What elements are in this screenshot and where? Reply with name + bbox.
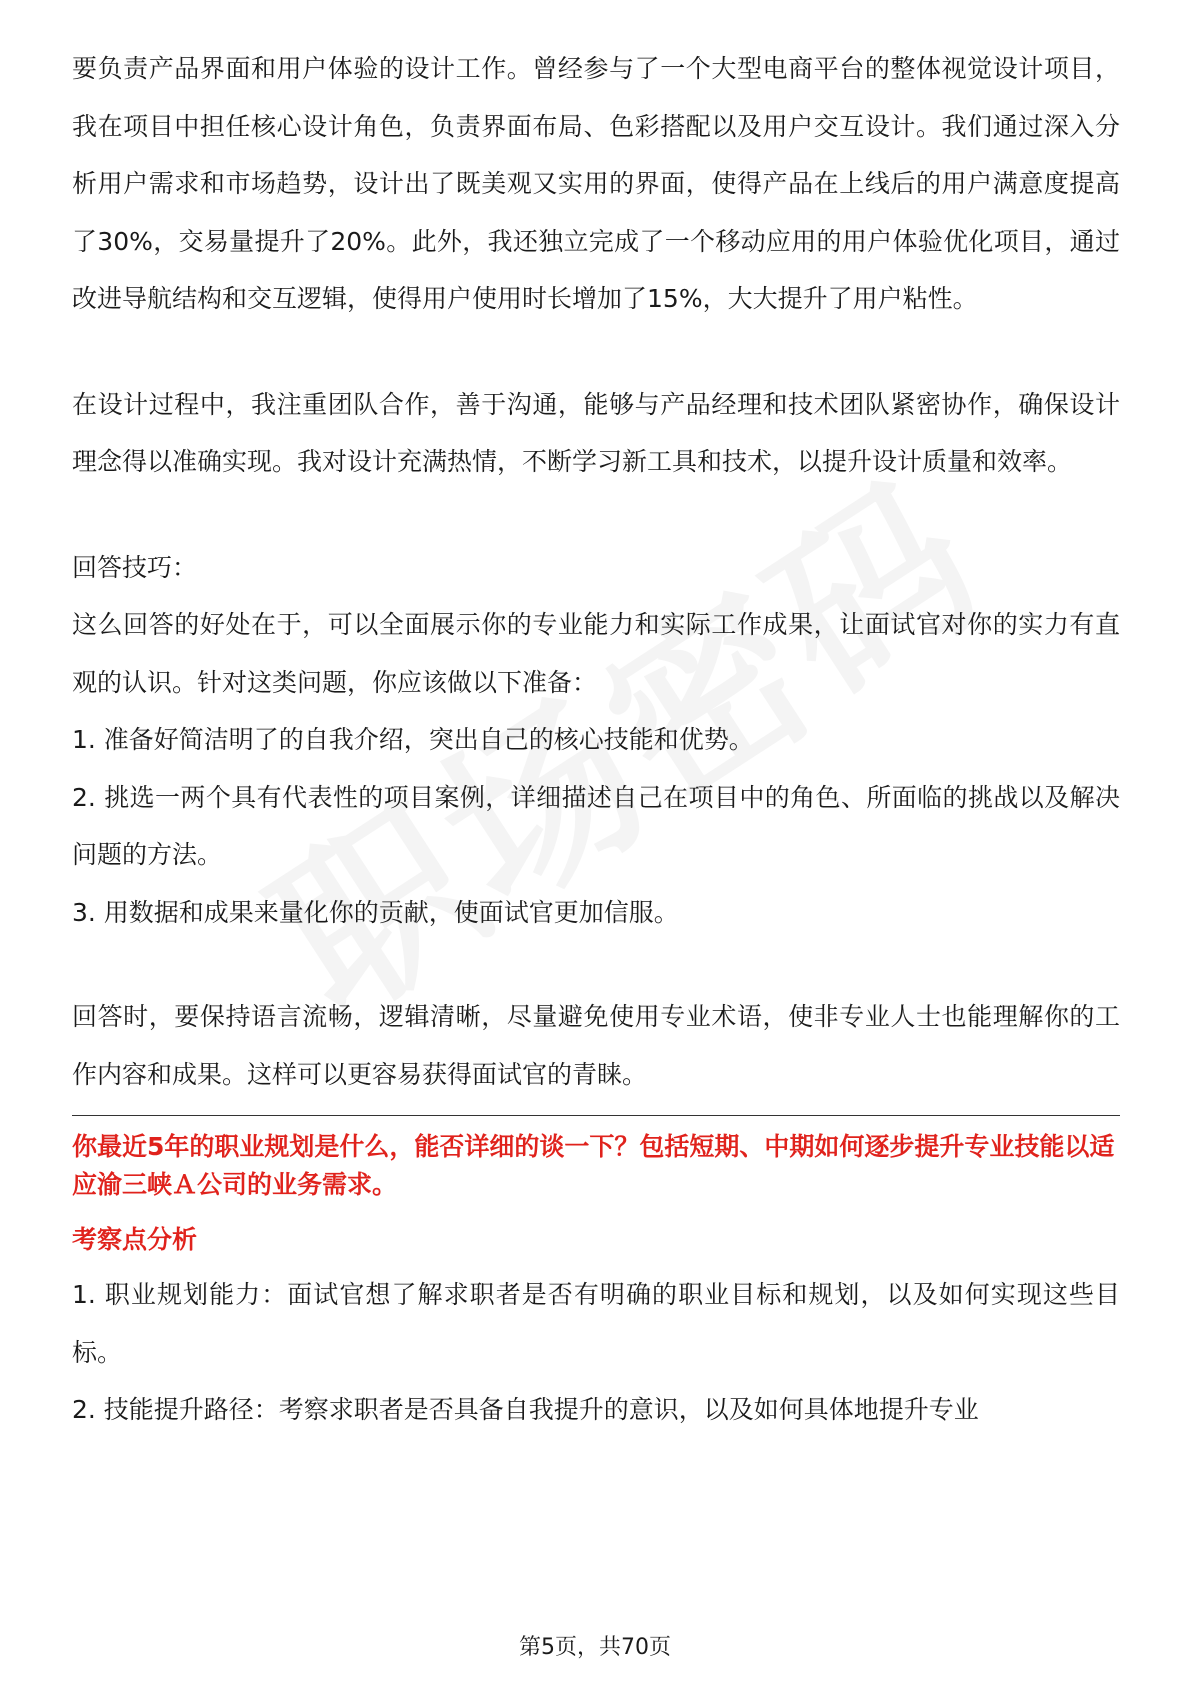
section-divider [72, 1115, 1120, 1116]
analysis-heading: 考察点分析 [72, 1225, 198, 1254]
interview-question: 你最近5年的职业规划是什么，能否详细的谈一下？包括短期、中期如何逐步提升专业技能以适应渝三峡Ａ公司的业务需求。 [72, 1132, 1115, 1199]
tip-item-1: 1. 准备好简洁明了的自我介绍，突出自己的核心技能和优势。 [72, 725, 754, 754]
analysis-item-2: 2. 技能提升路径：考察求职者是否具备自我提升的意识，以及如何具体地提升专业 [72, 1395, 979, 1424]
paragraph-spacer [72, 941, 1120, 988]
page-number: 第5页，共70页 [519, 1635, 671, 1660]
tips-title: 回答技巧： [72, 552, 198, 582]
analysis-item-1: 1. 职业规划能力：面试官想了解求职者是否有明确的职业目标和规划，以及如何实现这些目标。 [72, 1280, 1120, 1367]
body-paragraph-teamwork: 在设计过程中，我注重团队合作，善于沟通，能够与产品经理和技术团队紧密协作，确保设计理念得以准确实现。我对设计充满热情，不断学习新工具和技术，以提升设计质量和效率。 [72, 389, 1120, 476]
body-paragraph-experience: 要负责产品界面和用户体验的设计工作。曾经参与了一个大型电商平台的整体视觉设计项目，我在项目中担任核心设计角色，负责界面布局、色彩搭配以及用户交互设计。我们通过深入分析用户需求和市场趋势，设计出了既美观又实用的界面，使得产品在上线后的用户满意度提高了30%，交易量提升了20%。此外，我还独立完成了一个移动应用的用户体验优化项目，通过改进导航结构和交互逻辑，使得用户使用时长增加了15%，大大提升了用户粘性。 [72, 54, 1120, 313]
paragraph-spacer [72, 491, 1120, 539]
tips-intro: 这么回答的好处在于，可以全面展示你的专业能力和实际工作成果，让面试官对你的实力有直观的认识。针对这类问题，你应该做以下准备： [72, 610, 1120, 697]
paragraph-spacer [72, 328, 1120, 376]
tip-item-2: 2. 挑选一两个具有代表性的项目案例，详细描述自己在项目中的角色、所面临的挑战以及解决问题的方法。 [72, 782, 1120, 869]
closing-paragraph: 回答时，要保持语言流畅，逻辑清晰，尽量避免使用专业术语，使非专业人士也能理解你的工作内容和成果。这样可以更容易获得面试官的青睐。 [72, 1002, 1120, 1089]
tip-item-3: 3. 用数据和成果来量化你的贡献，使面试官更加信服。 [72, 897, 679, 927]
page-content [72, 40, 1120, 1439]
